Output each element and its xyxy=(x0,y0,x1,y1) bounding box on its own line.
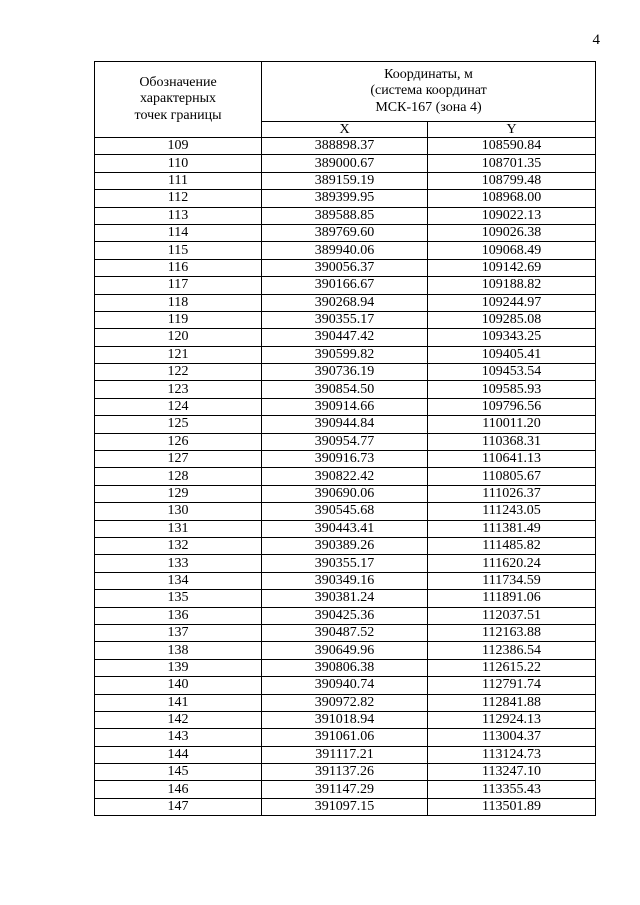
point-number-cell: 119 xyxy=(95,311,262,328)
table-row xyxy=(95,224,596,241)
point-number-cell: 139 xyxy=(95,659,262,676)
y-coordinate-cell: 112615.22 xyxy=(428,659,596,676)
header-coords-line: Координаты, м xyxy=(384,66,473,82)
y-coordinate-cell: 109405.41 xyxy=(428,346,596,363)
x-coordinate-cell: 390944.84 xyxy=(262,416,428,433)
point-number-cell: 143 xyxy=(95,729,262,746)
table-row xyxy=(95,207,596,224)
table-row xyxy=(95,155,596,172)
y-coordinate-cell: 109285.08 xyxy=(428,311,596,328)
page-number: 4 xyxy=(592,32,600,48)
table-row xyxy=(95,190,596,207)
y-coordinate-cell: 111026.37 xyxy=(428,485,596,502)
table-row xyxy=(95,346,596,363)
x-coordinate-cell: 389588.85 xyxy=(262,207,428,224)
table-row xyxy=(95,259,596,276)
x-coordinate-cell: 390355.17 xyxy=(262,311,428,328)
point-number-cell: 122 xyxy=(95,364,262,381)
header-point-line: точек границы xyxy=(134,107,222,123)
y-coordinate-cell: 109022.13 xyxy=(428,207,596,224)
x-coordinate-cell: 390166.67 xyxy=(262,277,428,294)
point-number-cell: 113 xyxy=(95,207,262,224)
table-row xyxy=(95,659,596,676)
x-coordinate-cell: 390736.19 xyxy=(262,364,428,381)
x-coordinate-cell: 391137.26 xyxy=(262,764,428,781)
point-number-cell: 118 xyxy=(95,294,262,311)
point-number-cell: 132 xyxy=(95,537,262,554)
y-coordinate-cell: 109068.49 xyxy=(428,242,596,259)
y-coordinate-cell: 109343.25 xyxy=(428,329,596,346)
header-x: X xyxy=(262,122,428,138)
y-coordinate-cell: 113355.43 xyxy=(428,781,596,798)
table-row xyxy=(95,746,596,763)
table-row xyxy=(95,590,596,607)
x-coordinate-cell: 390854.50 xyxy=(262,381,428,398)
point-number-cell: 129 xyxy=(95,485,262,502)
y-coordinate-cell: 110641.13 xyxy=(428,451,596,468)
point-number-cell: 144 xyxy=(95,746,262,763)
point-number-cell: 109 xyxy=(95,138,262,155)
x-coordinate-cell: 390443.41 xyxy=(262,520,428,537)
header-coords-line: МСК-167 (зона 4) xyxy=(375,99,482,115)
x-coordinate-cell: 390916.73 xyxy=(262,451,428,468)
table-row xyxy=(95,798,596,815)
header-point-line: характерных xyxy=(139,91,217,107)
point-number-cell: 138 xyxy=(95,642,262,659)
table-row xyxy=(95,329,596,346)
point-number-cell: 124 xyxy=(95,398,262,415)
y-coordinate-cell: 110011.20 xyxy=(428,416,596,433)
point-number-cell: 130 xyxy=(95,503,262,520)
y-coordinate-cell: 111485.82 xyxy=(428,537,596,554)
table-row xyxy=(95,624,596,641)
header-point-line: Обозначение xyxy=(139,74,217,90)
point-number-cell: 146 xyxy=(95,781,262,798)
table-row xyxy=(95,503,596,520)
x-coordinate-cell: 390649.96 xyxy=(262,642,428,659)
y-coordinate-cell: 111243.05 xyxy=(428,503,596,520)
x-coordinate-cell: 390822.42 xyxy=(262,468,428,485)
y-coordinate-cell: 113501.89 xyxy=(428,798,596,815)
y-coordinate-cell: 112163.88 xyxy=(428,624,596,641)
y-coordinate-cell: 112924.13 xyxy=(428,711,596,728)
point-number-cell: 114 xyxy=(95,224,262,241)
y-coordinate-cell: 109796.56 xyxy=(428,398,596,415)
point-number-cell: 115 xyxy=(95,242,262,259)
table-row xyxy=(95,311,596,328)
table-row xyxy=(95,294,596,311)
y-coordinate-cell: 108968.00 xyxy=(428,190,596,207)
y-coordinate-cell: 108701.35 xyxy=(428,155,596,172)
y-coordinate-cell: 108799.48 xyxy=(428,172,596,189)
table-row xyxy=(95,451,596,468)
y-coordinate-cell: 111620.24 xyxy=(428,555,596,572)
x-coordinate-cell: 390349.16 xyxy=(262,572,428,589)
table-row xyxy=(95,138,596,155)
table-row xyxy=(95,242,596,259)
x-coordinate-cell: 390954.77 xyxy=(262,433,428,450)
point-number-cell: 120 xyxy=(95,329,262,346)
x-coordinate-cell: 390487.52 xyxy=(262,624,428,641)
x-coordinate-cell: 390545.68 xyxy=(262,503,428,520)
table-body xyxy=(95,138,596,816)
y-coordinate-cell: 112386.54 xyxy=(428,642,596,659)
point-number-cell: 125 xyxy=(95,416,262,433)
header-point-designation xyxy=(95,62,262,138)
point-number-cell: 142 xyxy=(95,711,262,728)
table-row xyxy=(95,537,596,554)
x-coordinate-cell: 390690.06 xyxy=(262,485,428,502)
x-coordinate-cell: 390447.42 xyxy=(262,329,428,346)
x-coordinate-cell: 391147.29 xyxy=(262,781,428,798)
table-row xyxy=(95,416,596,433)
table-row xyxy=(95,781,596,798)
coordinates-table xyxy=(94,61,596,816)
y-coordinate-cell: 111381.49 xyxy=(428,520,596,537)
y-coordinate-cell: 113247.10 xyxy=(428,764,596,781)
y-coordinate-cell: 111734.59 xyxy=(428,572,596,589)
x-coordinate-cell: 389000.67 xyxy=(262,155,428,172)
point-number-cell: 137 xyxy=(95,624,262,641)
x-coordinate-cell: 390914.66 xyxy=(262,398,428,415)
y-coordinate-cell: 110805.67 xyxy=(428,468,596,485)
table-row xyxy=(95,729,596,746)
table-row xyxy=(95,572,596,589)
point-number-cell: 135 xyxy=(95,590,262,607)
table-row xyxy=(95,381,596,398)
table-row xyxy=(95,694,596,711)
table-row xyxy=(95,172,596,189)
table-row xyxy=(95,555,596,572)
y-coordinate-cell: 109026.38 xyxy=(428,224,596,241)
table-row xyxy=(95,277,596,294)
x-coordinate-cell: 389159.19 xyxy=(262,172,428,189)
table-row xyxy=(95,433,596,450)
x-coordinate-cell: 390599.82 xyxy=(262,346,428,363)
header-coords-line: (система координат xyxy=(370,83,487,99)
y-coordinate-cell: 109585.93 xyxy=(428,381,596,398)
point-number-cell: 133 xyxy=(95,555,262,572)
table-row xyxy=(95,642,596,659)
x-coordinate-cell: 390940.74 xyxy=(262,677,428,694)
y-coordinate-cell: 112841.88 xyxy=(428,694,596,711)
x-coordinate-cell: 390381.24 xyxy=(262,590,428,607)
x-coordinate-cell: 391061.06 xyxy=(262,729,428,746)
point-number-cell: 134 xyxy=(95,572,262,589)
y-coordinate-cell: 109188.82 xyxy=(428,277,596,294)
y-coordinate-cell: 108590.84 xyxy=(428,138,596,155)
x-coordinate-cell: 390806.38 xyxy=(262,659,428,676)
x-coordinate-cell: 390425.36 xyxy=(262,607,428,624)
table-row xyxy=(95,711,596,728)
point-number-cell: 140 xyxy=(95,677,262,694)
y-coordinate-cell: 109453.54 xyxy=(428,364,596,381)
x-coordinate-cell: 390972.82 xyxy=(262,694,428,711)
x-coordinate-cell: 389769.60 xyxy=(262,224,428,241)
table-row xyxy=(95,764,596,781)
point-number-cell: 131 xyxy=(95,520,262,537)
table-row xyxy=(95,607,596,624)
point-number-cell: 128 xyxy=(95,468,262,485)
y-coordinate-cell: 113124.73 xyxy=(428,746,596,763)
point-number-cell: 127 xyxy=(95,451,262,468)
x-coordinate-cell: 390268.94 xyxy=(262,294,428,311)
point-number-cell: 110 xyxy=(95,155,262,172)
point-number-cell: 141 xyxy=(95,694,262,711)
table-row xyxy=(95,398,596,415)
table-row xyxy=(95,485,596,502)
y-coordinate-cell: 111891.06 xyxy=(428,590,596,607)
point-number-cell: 147 xyxy=(95,798,262,815)
y-coordinate-cell: 112037.51 xyxy=(428,607,596,624)
point-number-cell: 121 xyxy=(95,346,262,363)
y-coordinate-cell: 113004.37 xyxy=(428,729,596,746)
x-coordinate-cell: 390056.37 xyxy=(262,259,428,276)
table-row xyxy=(95,677,596,694)
header-coordinates xyxy=(262,62,596,122)
point-number-cell: 116 xyxy=(95,259,262,276)
point-number-cell: 136 xyxy=(95,607,262,624)
point-number-cell: 111 xyxy=(95,172,262,189)
x-coordinate-cell: 391097.15 xyxy=(262,798,428,815)
x-coordinate-cell: 390355.17 xyxy=(262,555,428,572)
x-coordinate-cell: 389399.95 xyxy=(262,190,428,207)
y-coordinate-cell: 110368.31 xyxy=(428,433,596,450)
point-number-cell: 145 xyxy=(95,764,262,781)
x-coordinate-cell: 391018.94 xyxy=(262,711,428,728)
table-row xyxy=(95,468,596,485)
point-number-cell: 117 xyxy=(95,277,262,294)
table-row xyxy=(95,364,596,381)
header-y: Y xyxy=(428,122,596,138)
x-coordinate-cell: 391117.21 xyxy=(262,746,428,763)
table-row xyxy=(95,520,596,537)
x-coordinate-cell: 389940.06 xyxy=(262,242,428,259)
x-coordinate-cell: 390389.26 xyxy=(262,537,428,554)
y-coordinate-cell: 109244.97 xyxy=(428,294,596,311)
point-number-cell: 112 xyxy=(95,190,262,207)
point-number-cell: 126 xyxy=(95,433,262,450)
y-coordinate-cell: 109142.69 xyxy=(428,259,596,276)
y-coordinate-cell: 112791.74 xyxy=(428,677,596,694)
point-number-cell: 123 xyxy=(95,381,262,398)
x-coordinate-cell: 388898.37 xyxy=(262,138,428,155)
